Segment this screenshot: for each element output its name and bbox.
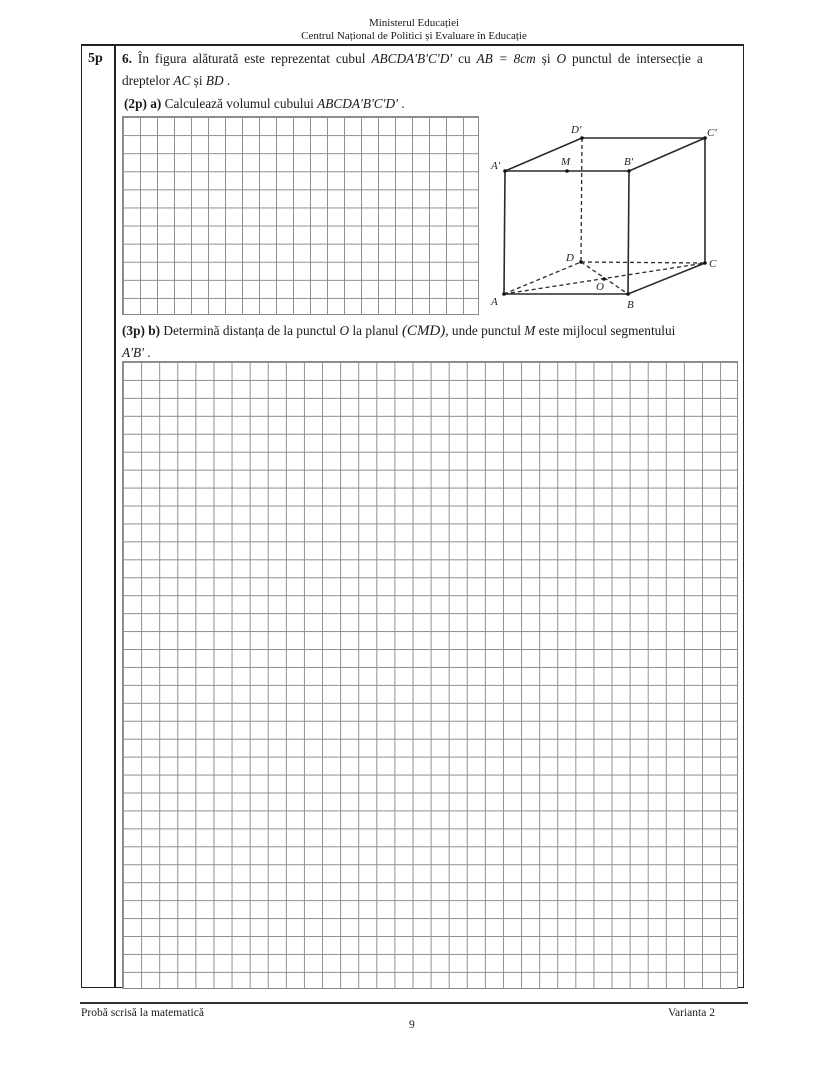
statement-text: punctul de intersecție a [566,51,703,66]
ab-equation: AB = 8cm [476,51,536,66]
statement-text: cu [452,51,477,66]
label-d-prime: D′ [571,124,582,136]
plane-cmd: (CMD) [401,323,446,339]
problem-points: 5p [88,51,103,66]
label-b-prime: B′ [624,156,634,168]
statement-text: În figura alăturată este reprezentat cubul [137,51,372,66]
statement-text: . [143,345,151,360]
points-column-divider [114,45,116,988]
label-c-prime: C′ [707,127,717,139]
footer-exam-title: Probă scrisă la matematică [81,1007,204,1019]
statement-text: . [397,96,405,111]
cube-name: ABCDA'B'C'D' [371,51,453,66]
part-b-question-line2 [122,345,151,361]
line-ac: AC [173,73,191,88]
statement-text: la planul [349,323,402,338]
page-number: 9 [409,1019,415,1031]
line-bd: BD [205,73,224,88]
statement-text: , unde punctul [445,323,525,338]
part-b-letter: b) [148,323,161,338]
label-o: O [596,281,604,293]
label-b: B [627,299,634,311]
label-m: M [561,156,571,168]
footer-variant: Varianta 2 [668,1007,715,1019]
segment-a-prime-b-prime: A'B' [122,345,144,360]
label-d: D [566,252,574,264]
answer-grid-part-b[interactable] [122,361,738,989]
footer-divider [80,1002,748,1004]
statement-text: . [223,73,231,88]
header-center: Centrul Național de Politici și Evaluare în Educație [301,30,527,42]
statement-text: este mijlocul segmentului [535,323,676,338]
point-o: O [556,51,567,66]
part-b-question [122,323,675,339]
statement-text: Determină distanța de la punctul [160,323,340,338]
cube-name: ABCDA'B'C'D' [317,96,398,111]
part-a-letter: a) [150,96,162,111]
statement-text: dreptelor [122,73,174,88]
label-a: A [491,296,498,308]
statement-text: și [190,73,206,88]
header-ministry: Ministerul Educației [368,17,460,29]
part-a-question [124,96,405,112]
problem-number: 6. [122,51,132,66]
problem-statement-line1 [122,51,703,67]
statement-text: și [535,51,557,66]
part-b-points: (3p) [122,323,145,338]
point-o: O [339,323,350,338]
label-c: C [709,258,717,270]
part-a-points: (2p) [124,96,147,111]
cube-figure [480,115,740,315]
part-a-text: Calculează volumul cubului [161,96,318,111]
answer-grid-part-a[interactable] [122,116,479,315]
problem-statement-line2 [122,73,230,89]
label-a-prime: A′ [491,160,501,172]
point-m: M [524,323,536,338]
